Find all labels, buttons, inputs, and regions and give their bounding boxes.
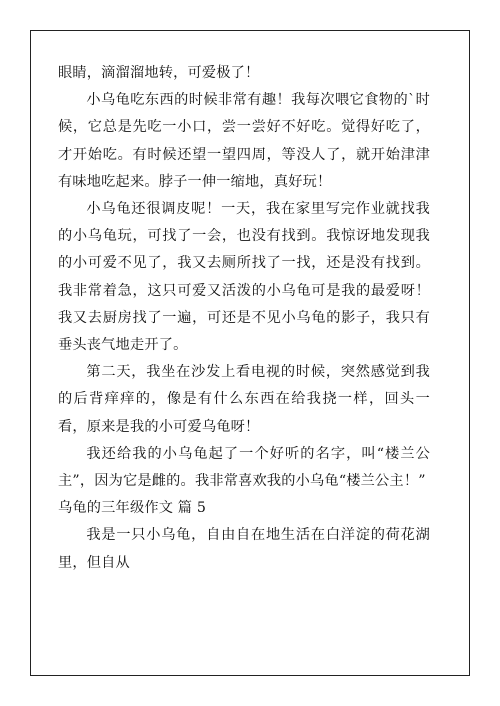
section-heading: 乌龟的三年级作文 篇 5 (58, 500, 207, 517)
paragraph-5: 我还给我的小乌龟起了一个好听的名字，叫“楼兰公主”，因为它是雌的。我非常喜欢我的小乌龟“楼兰公主！” (58, 445, 430, 490)
paragraph-4: 第二天，我坐在沙发上看电视的时候，突然感觉到我的后背痒痒的，像是有什么东西在给我挠一样，回头一看，原来是我的小可爱乌龟呀！ (58, 364, 430, 435)
paragraph-2: 小乌龟吃东西的时候非常有趣！我每次喂它食物的`时候，它总是先吃一小口，尝一尝好不好吃。觉得好吃了，才开始吃。有时候还望一望四周，等没人了，就开始津津有味地吃起来。脖子一伸一缩地，真好玩！ (58, 92, 430, 190)
document-body (58, 60, 430, 577)
paragraph-3: 小乌龟还很调皮呢！一天，我在家里写完作业就找我的小乌龟玩，可找了一会，也没有找到。我惊讶地发现我的小可爱不见了，我又去厕所找了一找，还是没有找到。我非常着急，这只可爱又活泼的小乌龟可是我的最爱呀！我又去厨房找了一遍，可还是不见小乌龟的影子，我只有垂头丧气地走开了。 (58, 201, 430, 354)
paragraph-1: 眼睛，滴溜溜地转，可爱极了！ (58, 65, 260, 81)
paragraph-6: 我是一只小乌龟，自由自在地生活在白洋淀的荷花湖里，但自从 (58, 527, 430, 571)
